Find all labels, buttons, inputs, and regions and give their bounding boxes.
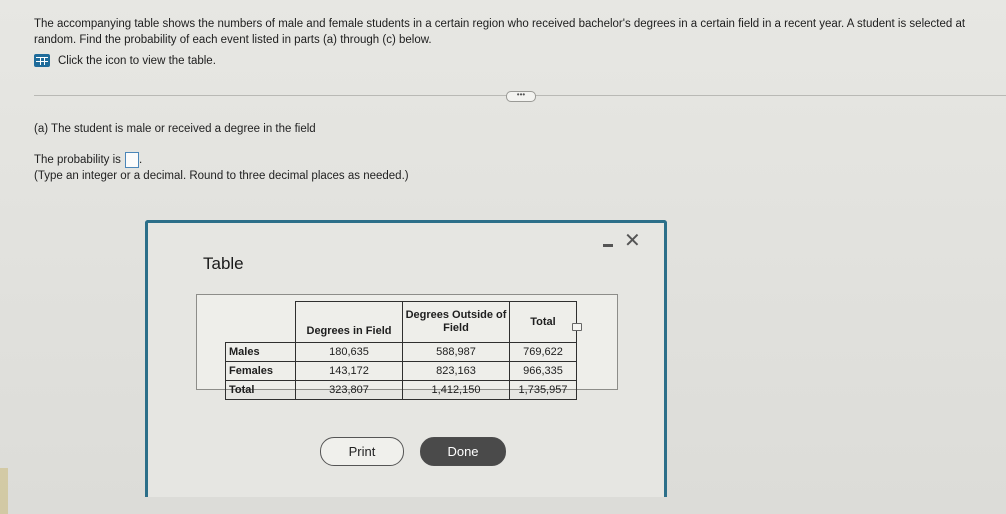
done-button[interactable]: Done	[420, 437, 506, 466]
cell-females-total: 966,335	[510, 362, 577, 381]
table-icon[interactable]	[34, 54, 50, 67]
table-row	[226, 343, 577, 362]
close-icon[interactable]: ✕	[624, 230, 641, 252]
header-blank	[226, 302, 296, 343]
view-table-label: Click the icon to view the table.	[58, 54, 216, 67]
probability-line	[34, 152, 142, 168]
copy-table-icon[interactable]	[572, 323, 582, 331]
cell-males-in-field: 180,635	[296, 343, 403, 362]
question-text: The accompanying table shows the numbers of male and female students in a certain region who received bachelor's degrees in a certain field in a recent year. A student is selected at random. Find the probability of each event listed in parts (a) through (c) below.	[34, 18, 966, 46]
part-a-prompt: (a) The student is male or received a degree in the field	[34, 123, 316, 135]
cell-total-total: 1,735,957	[510, 381, 577, 400]
header-degrees-in-field: Degrees in Field	[296, 302, 403, 343]
left-edge-marker	[0, 468, 8, 514]
table-row	[226, 362, 577, 381]
dialog-title: Table	[203, 254, 244, 273]
data-table-frame	[196, 294, 618, 396]
more-dots-button[interactable]: •••	[506, 91, 536, 102]
cell-males-outside-field: 588,987	[403, 343, 510, 362]
row-label-males: Males	[226, 343, 296, 362]
answer-hint: (Type an integer or a decimal. Round to three decimal places as needed.)	[34, 170, 409, 182]
cell-total-outside-field: 1,412,150	[403, 381, 510, 400]
header-total: Total	[510, 302, 577, 343]
row-label-females: Females	[226, 362, 296, 381]
cell-males-total: 769,622	[510, 343, 577, 362]
view-table-link[interactable]	[34, 54, 216, 67]
table-row	[226, 381, 577, 400]
header-degrees-outside-field: Degrees Outside of Field	[403, 302, 510, 343]
cell-total-in-field: 323,807	[296, 381, 403, 400]
table-dialog	[145, 220, 667, 497]
probability-suffix: .	[138, 154, 143, 166]
minimize-icon[interactable]	[603, 244, 613, 247]
data-table	[225, 301, 577, 400]
probability-answer-input[interactable]	[125, 152, 139, 168]
print-button[interactable]: Print	[320, 437, 404, 466]
probability-label: The probability is	[34, 154, 121, 166]
cell-females-in-field: 143,172	[296, 362, 403, 381]
cell-females-outside-field: 823,163	[403, 362, 510, 381]
table-header-row	[226, 302, 577, 343]
row-label-total: Total	[226, 381, 296, 400]
